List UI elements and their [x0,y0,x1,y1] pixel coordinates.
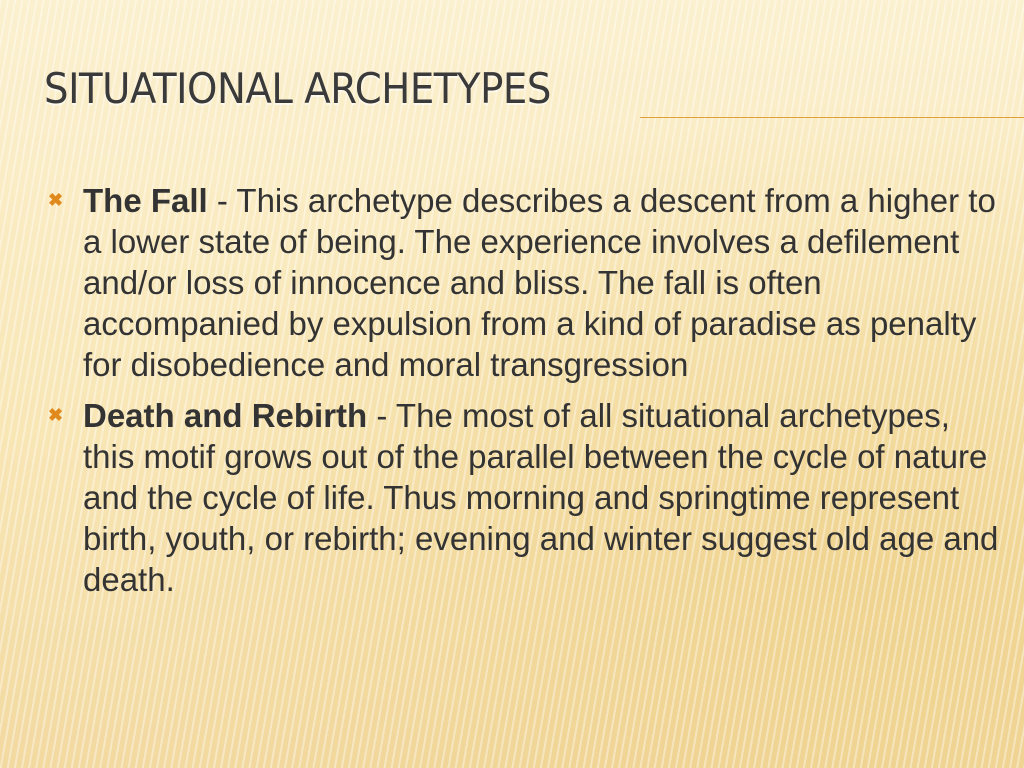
bullet-item-death-and-rebirth [40,395,1000,600]
x-bullet-icon: ✖ [48,190,64,210]
bullet-text: - The most of all situational archetypes, this motif grows out of the parallel between the cycle of nature and the cycle of life. Thus morning and springtime represent birth, youth, or rebirth; evening and winter suggest old age and death. [83,397,999,598]
slide-title: SITUATIONAL ARCHETYPES [44,64,551,113]
bullet-text: - This archetype describes a descent from a higher to a lower state of being. The experience involves a defilement and/or loss of innocence and bliss. The fall is often accompanied by expulsion from a kind of paradise as penalty for disobedience and moral transgression [83,182,996,383]
bullet-term: Death and Rebirth [83,397,368,434]
bullet-list [40,180,1000,610]
title-underline [640,117,1024,118]
bullet-term: The Fall [83,182,208,219]
bullet-item-the-fall [40,180,1000,385]
x-bullet-icon: ✖ [48,405,64,425]
